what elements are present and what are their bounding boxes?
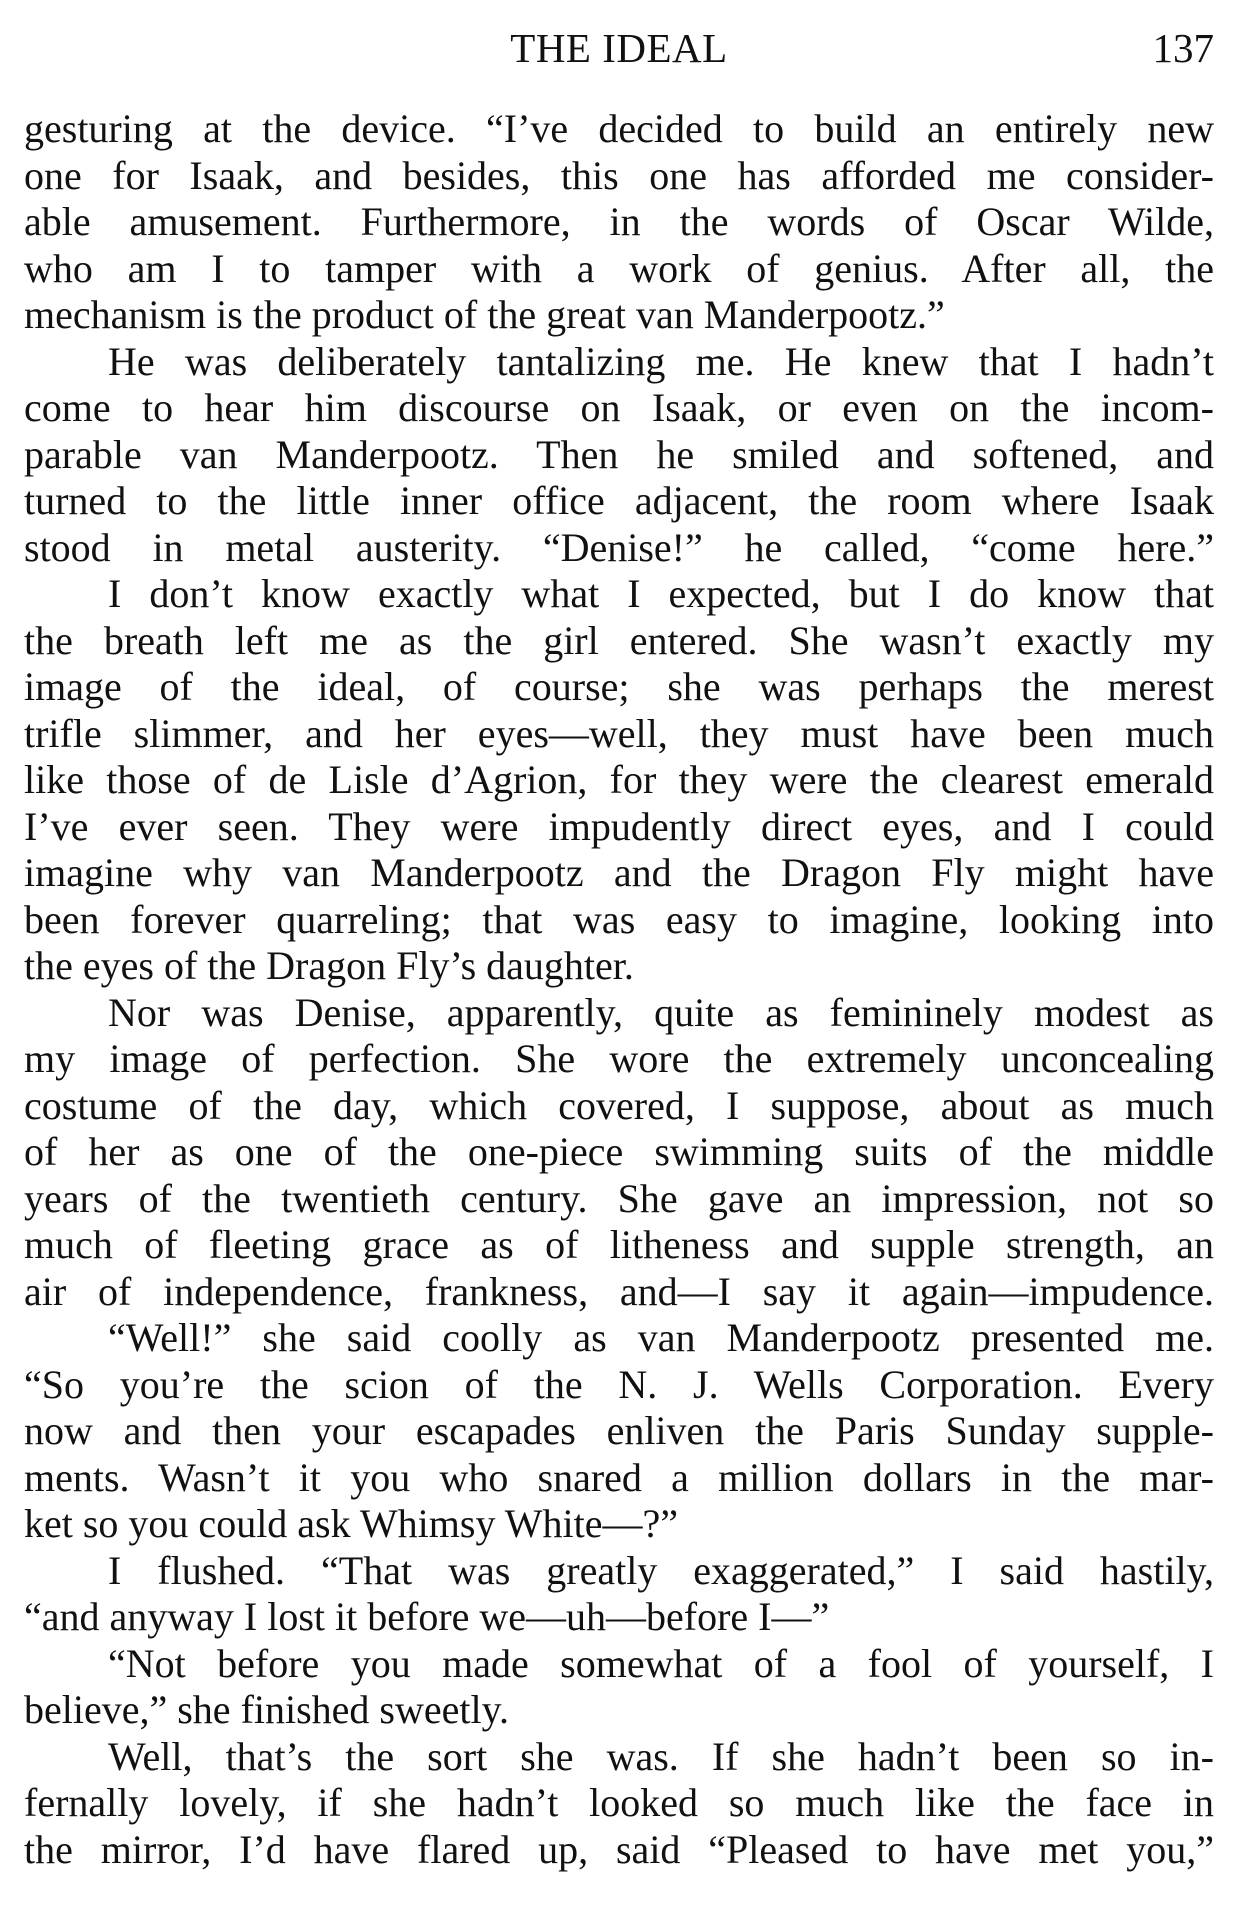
- text-line: I’ve ever seen. They were impudently direct eyes, and I could: [24, 803, 1214, 849]
- text-line: He was deliberately tantalizing me. He knew that I hadn’t: [108, 338, 1214, 384]
- running-head: [24, 18, 1214, 78]
- text-line: I flushed. “That was greatly exaggerated,” I said hastily,: [108, 1547, 1214, 1593]
- body-text: [24, 106, 1214, 1873]
- page-number: 137: [1152, 25, 1214, 71]
- text-line: Nor was Denise, apparently, quite as femininely modest as: [108, 989, 1214, 1035]
- text-line: able amusement. Furthermore, in the words of Oscar Wilde,: [24, 199, 1214, 244]
- text-line: ments. Wasn’t it you who snared a million dollars in the mar-: [24, 1454, 1214, 1500]
- text-line: been forever quarreling; that was easy to imagine, looking into: [24, 896, 1214, 942]
- text-line: much of fleeting grace as of litheness and supple strength, an: [24, 1222, 1214, 1267]
- text-line: air of independence, frankness, and—I say it again—impudence.: [24, 1268, 1214, 1314]
- text-line: stood in metal austerity. “Denise!” he called, “come here.”: [24, 524, 1214, 570]
- text-line: come to hear him discourse on Isaak, or even on the incom-: [24, 385, 1214, 430]
- text-line: one for Isaak, and besides, this one has afforded me consider-: [24, 152, 1214, 198]
- text-line: who am I to tamper with a work of genius. After all, the: [24, 245, 1214, 291]
- text-line: “Well!” she said coolly as van Manderpootz presented me.: [108, 1315, 1214, 1360]
- text-line: the eyes of the Dragon Fly’s daughter.: [24, 943, 634, 988]
- text-line: “Not before you made somewhat of a fool of yourself, I: [108, 1640, 1214, 1686]
- text-line: my image of perfection. She wore the extremely unconcealing: [24, 1036, 1214, 1081]
- text-line: Well, that’s the sort she was. If she hadn’t been so in-: [108, 1733, 1214, 1779]
- text-line: “So you’re the scion of the N. J. Wells Corporation. Every: [24, 1361, 1214, 1407]
- text-line: fernally lovely, if she hadn’t looked so much like the face in: [24, 1780, 1214, 1825]
- text-line: I don’t know exactly what I expected, but I do know that: [108, 571, 1214, 616]
- text-line: parable van Manderpootz. Then he smiled and softened, and: [24, 431, 1214, 477]
- text-line: the mirror, I’d have flared up, said “Pleased to have met you,”: [24, 1826, 1214, 1872]
- text-line: ket so you could ask Whimsy White—?”: [24, 1501, 678, 1546]
- text-line: believe,” she finished sweetly.: [24, 1687, 510, 1732]
- text-line: “and anyway I lost it before we—uh—before I—”: [24, 1594, 830, 1639]
- running-title: THE IDEAL: [510, 25, 728, 71]
- text-line: like those of de Lisle d’Agrion, for they were the clearest emerald: [24, 757, 1214, 802]
- text-line: image of the ideal, of course; she was perhaps the merest: [24, 664, 1214, 709]
- text-line: imagine why van Manderpootz and the Dragon Fly might have: [24, 850, 1214, 895]
- text-line: years of the twentieth century. She gave an impression, not so: [24, 1175, 1214, 1221]
- text-line: trifle slimmer, and her eyes—well, they must have been much: [24, 710, 1214, 756]
- text-line: the breath left me as the girl entered. She wasn’t exactly my: [24, 617, 1214, 663]
- text-line: mechanism is the product of the great van Manderpootz.”: [24, 292, 945, 337]
- text-line: now and then your escapades enliven the Paris Sunday supple-: [24, 1408, 1214, 1453]
- text-line: gesturing at the device. “I’ve decided to build an entirely new: [24, 106, 1214, 151]
- text-line: costume of the day, which covered, I suppose, about as much: [24, 1082, 1214, 1128]
- text-line: turned to the little inner office adjacent, the room where Isaak: [24, 478, 1214, 523]
- text-line: of her as one of the one-piece swimming suits of the middle: [24, 1129, 1214, 1174]
